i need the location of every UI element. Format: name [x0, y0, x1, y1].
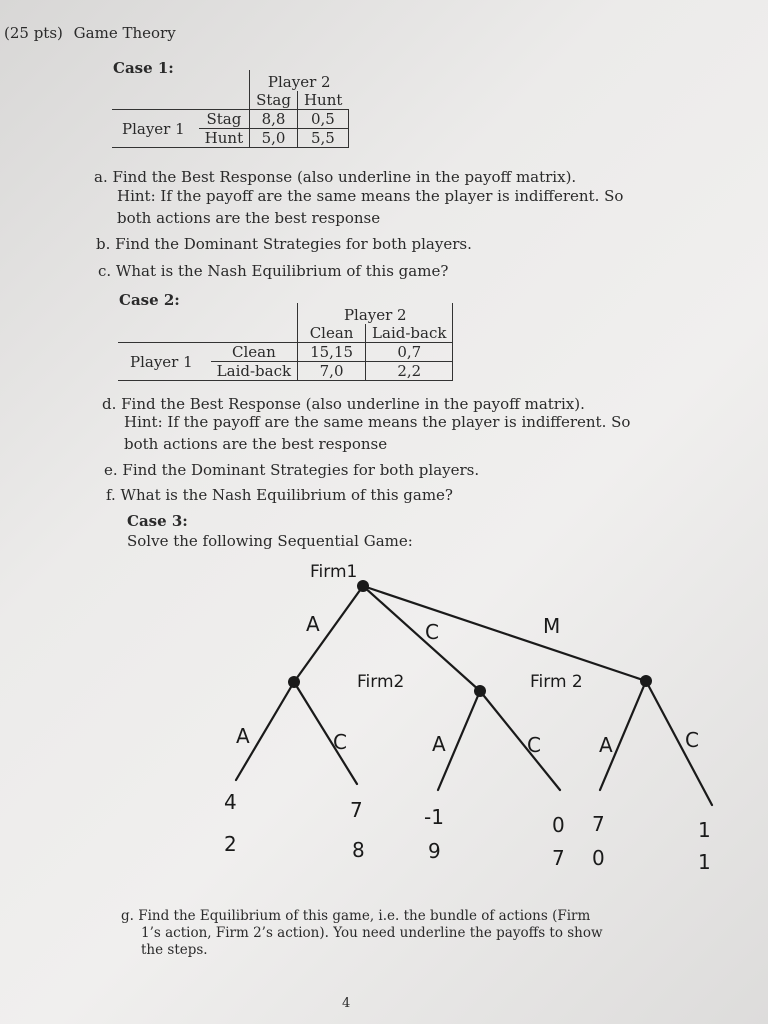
case3-label: Case 3: — [127, 512, 188, 530]
question-g — [121, 908, 603, 959]
payoff-firm1: -1 — [424, 805, 444, 829]
payoff-firm1: 7 — [592, 812, 605, 836]
firm1-action-A: A — [306, 612, 320, 636]
case2-player1-label: Player 1 — [118, 343, 211, 381]
payoff-firm2: 2 — [224, 832, 237, 856]
case3-instruction: Solve the following Sequential Game: — [127, 532, 413, 550]
question-g-line-3: the steps. — [141, 942, 208, 958]
case2-player2-label: Player 2 — [298, 303, 453, 324]
case1-cell: 0,5 — [297, 110, 348, 129]
payoff-firm1: 1 — [698, 818, 711, 842]
question-g-line-2: 1’s action, Firm 2’s action). You need underline the payoffs to show — [141, 925, 603, 941]
problem-title: Game Theory — [73, 24, 176, 42]
case2-cell: 0,7 — [366, 343, 453, 362]
case1-col-header: Stag — [250, 91, 298, 110]
payoff-firm2: 8 — [352, 838, 365, 862]
payoff-firm2: 9 — [428, 839, 441, 863]
question-c: c. What is the Nash Equilibrium of this game? — [98, 262, 449, 280]
case1-player1-label: Player 1 — [112, 110, 199, 148]
question-a-hint-2: both actions are the best response — [117, 209, 381, 227]
case2-label: Case 2: — [119, 291, 180, 309]
root-label: Firm1 — [310, 562, 358, 582]
branch-firm2-C-C — [480, 691, 560, 790]
firm2-label: Firm2 — [357, 672, 405, 692]
case1-row-header: Stag — [199, 110, 250, 129]
case1-cell: 5,5 — [297, 129, 348, 148]
case2-row-header: Laid-back — [211, 362, 298, 381]
question-d-hint-1: Hint: If the payoff are the same means the player is indifferent. So — [124, 413, 631, 431]
payoff-firm1: 7 — [350, 798, 363, 822]
case2-cell: 2,2 — [366, 362, 453, 381]
branch-firm2-M-C — [646, 681, 712, 805]
payoff-firm1: 4 — [224, 790, 237, 814]
question-a: a. Find the Best Response (also underline in the payoff matrix). — [94, 168, 577, 186]
question-g-line-1: g. Find the Equilibrium of this game, i.e. the bundle of actions (Firm — [121, 908, 591, 924]
firm2-action-C: C — [685, 728, 699, 752]
question-e: e. Find the Dominant Strategies for both players. — [104, 461, 480, 479]
case1-col-header: Hunt — [297, 91, 348, 110]
case1-cell: 8,8 — [250, 110, 298, 129]
firm2-action-C: C — [333, 730, 347, 754]
firm2-action-A: A — [432, 732, 446, 756]
question-f: f. What is the Nash Equilibrium of this game? — [106, 486, 453, 504]
payoff-firm2: 1 — [698, 850, 711, 874]
firm2-action-A: A — [236, 724, 250, 748]
question-a-hint-1: Hint: If the payoff are the same means the player is indifferent. So — [117, 187, 624, 205]
firm2-node-2 — [474, 685, 486, 697]
case2-col-header: Clean — [298, 324, 366, 343]
payoff-firm2: 0 — [592, 846, 605, 870]
payoff-firm2: 7 — [552, 846, 565, 870]
case2-col-header: Laid-back — [366, 324, 453, 343]
question-d-hint-2: both actions are the best response — [124, 435, 388, 453]
root-node — [357, 580, 369, 592]
points-label: (25 pts) — [4, 24, 63, 42]
case2-cell: 15,15 — [298, 343, 366, 362]
firm2-label: Firm 2 — [530, 672, 583, 692]
question-d: d. Find the Best Response (also underline in the payoff matrix). — [102, 395, 585, 413]
firm1-action-C: C — [425, 620, 439, 644]
firm2-node-1 — [288, 676, 300, 688]
branch-firm1-A — [294, 586, 363, 682]
question-b: b. Find the Dominant Strategies for both players. — [96, 235, 472, 253]
firm2-node-3 — [640, 675, 652, 687]
firm2-action-C: C — [527, 733, 541, 757]
case2-cell: 7,0 — [298, 362, 366, 381]
case1-player2-label: Player 2 — [250, 70, 349, 91]
case2-row-header: Clean — [211, 343, 298, 362]
page-number: 4 — [342, 996, 351, 1011]
case1-row-header: Hunt — [199, 129, 250, 148]
case1-cell: 5,0 — [250, 129, 298, 148]
branch-firm2-A-C — [294, 682, 357, 784]
branch-firm1-M — [363, 586, 646, 681]
case1-label: Case 1: — [113, 59, 174, 77]
payoff-firm1: 0 — [552, 813, 565, 837]
firm1-action-M: M — [543, 614, 561, 638]
firm2-action-A: A — [599, 733, 613, 757]
